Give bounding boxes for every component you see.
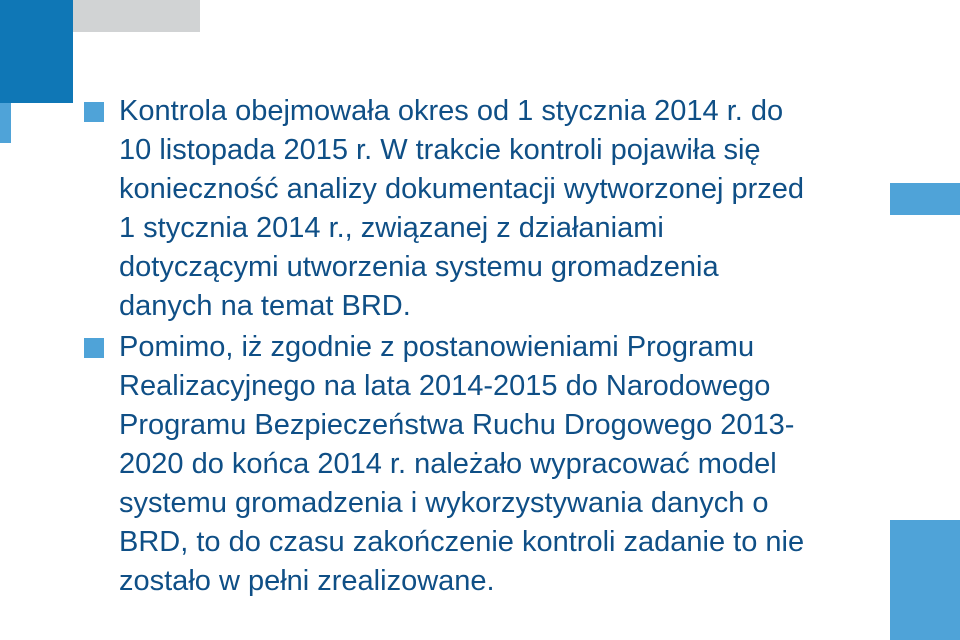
decorative-bar-top-gray (73, 0, 200, 32)
decorative-square-bottom-right (890, 520, 960, 640)
decorative-square-left-small (0, 103, 11, 143)
decorative-square-top-left (0, 0, 73, 103)
decorative-square-right-middle (890, 183, 960, 215)
bullet-item-1 (84, 92, 874, 326)
square-bullet-icon (84, 102, 104, 122)
bullet-item-2 (84, 328, 874, 601)
bullet-text-2: Pomimo, iż zgodnie z postanowieniami Programu Realizacyjnego na lata 2014-2015 do Narodowego Programu Bezpieczeństwa Ruchu Drogowego 2013- 2020 do końca 2014 r. należało wypracować model systemu gromadzenia i wykorzystywania danych o BRD, to do czasu zakończenie kontroli zadanie to nie zostało w pełni zrealizowane. (119, 331, 805, 597)
slide-content (84, 92, 874, 601)
square-bullet-icon (84, 338, 104, 358)
bullet-text-1: Kontrola obejmowała okres od 1 stycznia 2014 r. do 10 listopada 2015 r. W trakcie kontroli pojawiła się konieczność analizy dokumentacji wytworzonej przed 1 stycznia 2014 r., związanej z działaniami dotyczącymi utworzenia systemu gromadzenia danych na temat BRD. (119, 95, 805, 322)
